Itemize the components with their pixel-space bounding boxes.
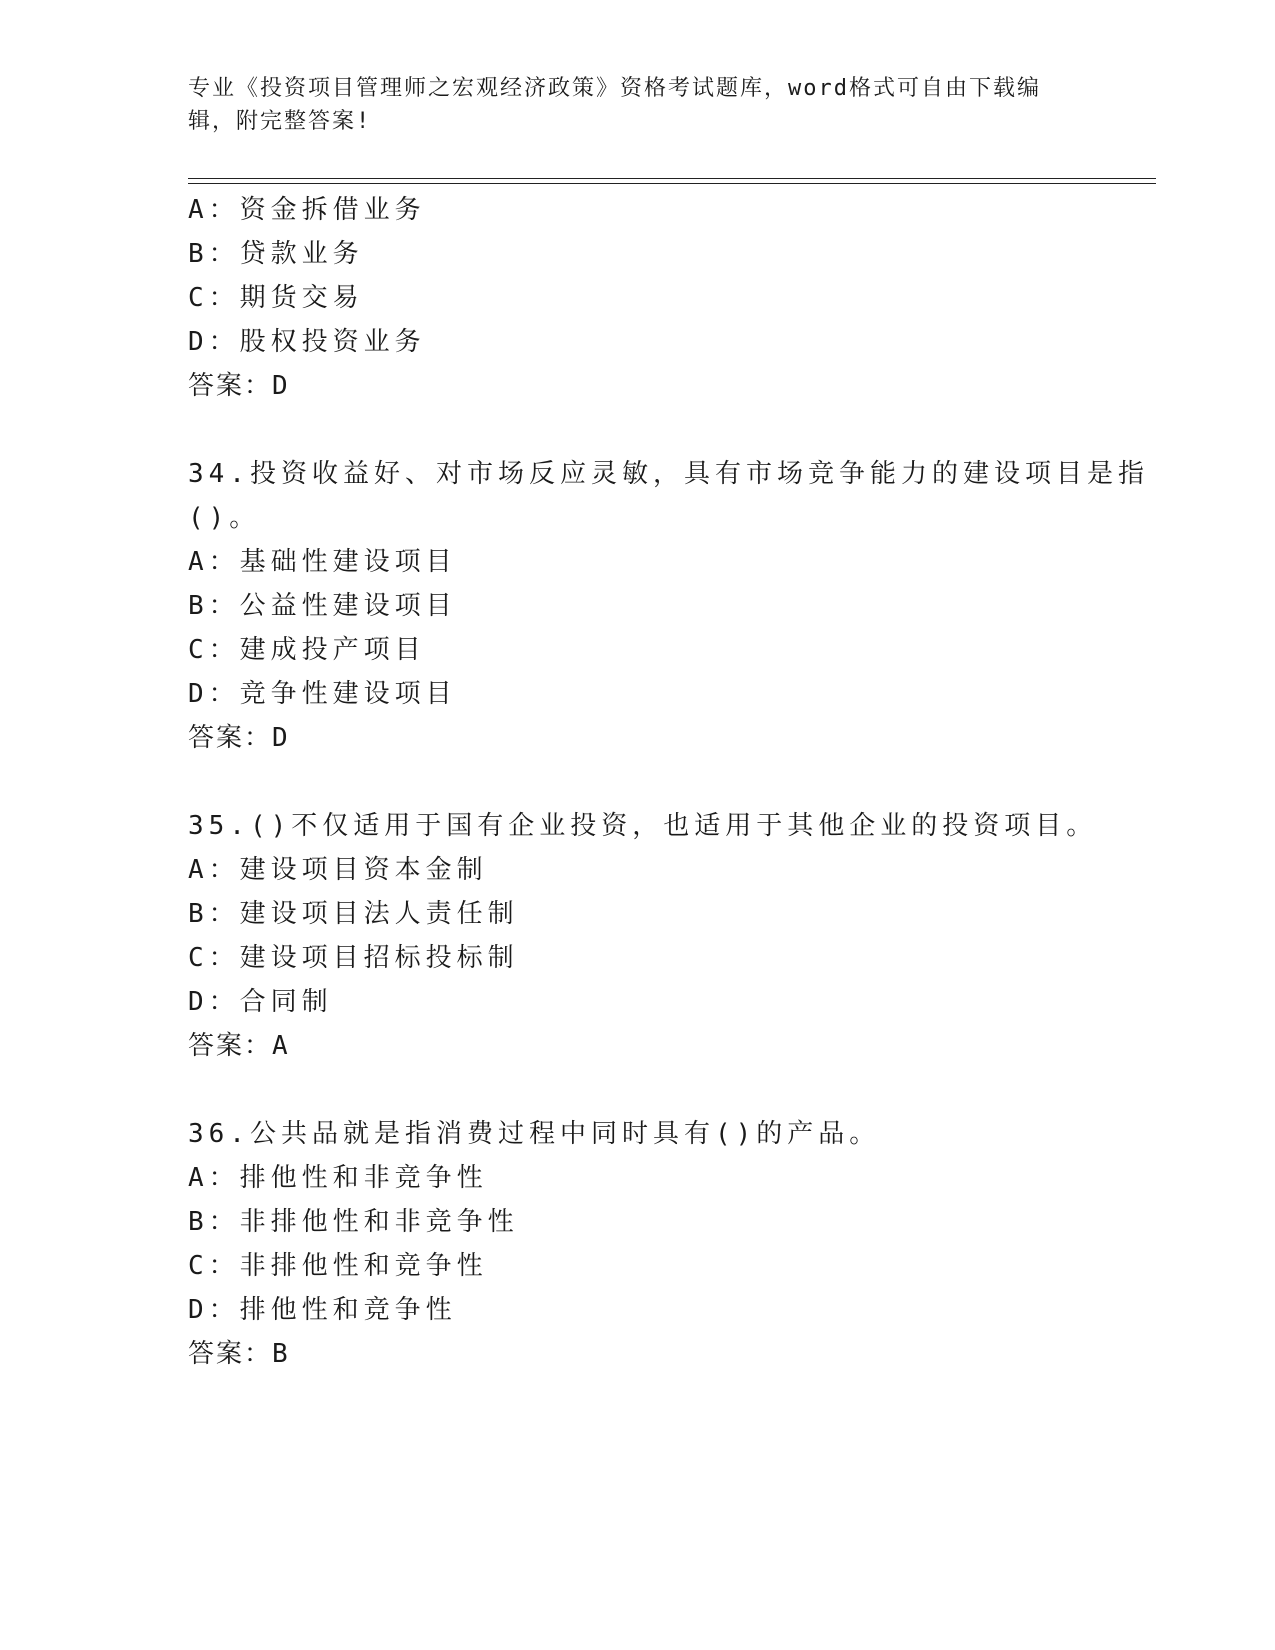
q35-option-d: D：合同制 [188, 987, 333, 1017]
q35-stem: 35.()不仅适用于国有企业投资，也适用于其他企业的投资项目。 [188, 811, 1098, 841]
q33-option-c: C：期货交易 [188, 283, 364, 313]
q33-answer: 答案：D [188, 371, 290, 401]
q33-option-a: A：资金拆借业务 [188, 195, 426, 225]
q35-option-a: A：建设项目资本金制 [188, 855, 488, 885]
q36-option-c: C：非排他性和竞争性 [188, 1251, 488, 1281]
document-header: 专业《投资项目管理师之宏观经济政策》资格考试题库，word格式可自由下载编辑，附完整答案! [188, 76, 1041, 134]
q34-option-d: D：竞争性建设项目 [188, 679, 457, 709]
q36-answer: 答案：B [188, 1339, 290, 1369]
q34-option-a: A：基础性建设项目 [188, 547, 457, 577]
q34-stem-line1: 34.投资收益好、对市场反应灵敏，具有市场竞争能力的建设项目是指 [188, 459, 1149, 489]
header-rule-top [188, 178, 1156, 179]
q35-option-c: C：建设项目招标投标制 [188, 943, 519, 973]
q34-option-b: B：公益性建设项目 [188, 591, 457, 621]
q35-answer: 答案：A [188, 1031, 290, 1061]
q35-option-b: B：建设项目法人责任制 [188, 899, 519, 929]
q34-stem-line2: ()。 [188, 503, 261, 533]
q34-option-c: C：建成投产项目 [188, 635, 426, 665]
q33-option-b: B：贷款业务 [188, 239, 364, 269]
q36-stem: 36.公共品就是指消费过程中同时具有()的产品。 [188, 1119, 881, 1149]
q36-option-b: B：非排他性和非竞争性 [188, 1207, 519, 1237]
q33-option-d: D：股权投资业务 [188, 327, 426, 357]
q34-answer: 答案：D [188, 723, 290, 753]
q36-option-d: D：排他性和竞争性 [188, 1295, 457, 1325]
q36-option-a: A：排他性和非竞争性 [188, 1163, 488, 1193]
header-rule-bottom [188, 183, 1156, 184]
